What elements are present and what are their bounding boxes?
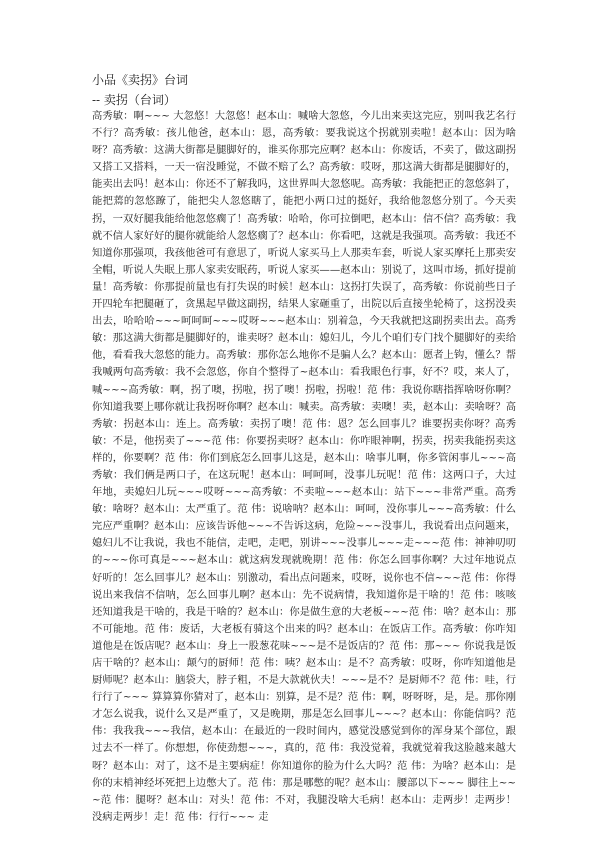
document-title: 小品《卖拐》台词 — [92, 73, 189, 87]
script-body-text: 高秀敏：啊~~~ 大忽悠！大忽悠！赵本山：喊啥大忽悠，今儿出来卖这完应，别叫我艺名行不行？高秀敏：孩儿他爸，赵本山：恩，高秀敏：要我说这个拐就别卖啦！赵本山：因为啥呀？高秀敏：这满大街都是腿脚好的，谁买你那完应啊？赵本山：你废话，不卖了，做这副拐又搭工又搭料，一天一宿没睡觉，不做不赔了么？高秀敏：哎呀，那这满大街都是腿脚好的，能卖出去吗！赵本山：你还不了解我吗，这世界叫大忽悠呢。高秀敏：我能把正的忽悠斜了，能把蔫的忽悠蹽了，能把尖人忽悠瞎了，能把小两口过的挺好，我给他忽悠分别了。今天卖拐，一双好腿我能给他忽悠瘸了！高秀敏：哈哈，你可拉倒吧，赵本山：信不信？高秀敏：我就不信人家好好的腿你就能给人忽悠瘸了？赵本山：你看吧，这就是我强项。高秀敏：我还不知道你那强项，我孩他爸可有意思了，听说人家买马上人那卖车套，听说人家买摩托上那卖安全帽，听说人失眠上那人家卖安眠药，听说人家买——赵本山：别说了，这叫市场，抓好提前量！高秀敏：你那提前量也有打失误的时候！赵本山：这拐打失误了，高秀敏：你说前些日子开四轮车把腿砸了，贪黑起早做这副拐，结果人家砸重了，出院以后直接坐轮椅了，这拐没卖出去，哈哈哈~~~呵呵呵~~~哎呀~~~赵本山：别着急，今天我就把这副拐卖出去。高秀敏：那这满大街都是腿脚好的，谁卖呀？赵本山：媳妇儿，今儿个咱们专门找个腿脚好的卖给他，看看我大忽悠的能力。高秀敏：那你怎么地你不是骗人么？赵本山：愿者上钩，懂么？帮我喊两句高秀敏：我不会忽悠，你自个整得了~赵本山：看我眼色行事，好不？哎，来人了，喊~~~高秀敏：啊，拐了噢，拐啦，拐了噢！拐啦，拐啦！范 伟：我说你瞎指挥啥呀你啊？你知道我要上哪你就让我拐呀你啊？赵本山：喊卖。高秀敏：卖噢！卖，赵本山：卖啥呀？高秀敏：拐赵本山：连上。高秀敏：卖拐了噢！范 伟：恩？怎么回事儿？谁要拐卖你呀？高秀敏：不是，他拐卖了~~~范 伟：你要拐卖呀？赵本山：你咋眼神啊，拐卖，拐卖我能拐卖这样的，你要啊？范 伟：你们到底怎么回事儿这是，赵本山：啥事儿啊，你多管闲事儿~~~高秀敏：我们俩是两口子，在这玩呢！赵本山：呵呵呵，没事儿玩呢！范 伟：这两口子，大过年地，卖媳妇儿玩~~~哎呀~~~高秀敏：不卖啦~~~赵本山：站下~~~非常严重。高秀敏：啥呀？赵本山：太严重了。范 伟：说啥呐？赵本山：呵呵，没你事儿~~~高秀敏：什么完应严重啊？赵本山：应该告诉他~~~不告诉这病，危险~~~没事儿，我说看出点问题来，媳妇儿不让我说，我也不能信，走吧，走吧，别讲~~~没事儿~~~走~~~范 伟：神神叨叨的~~~你可真是~~~赵本山：就这病发现就晚期！范 伟：你怎么回事你啊？大过年地说点好听的！怎么回事儿？赵本山：别激动，看出点问题来，哎呀，说你也不信~~~范 伟：你得说出来我信不信呐，怎么回事儿啊？赵本山：先不说病情，我知道你是干啥的！范 伟：咳咳还知道我是干啥的，我是干啥的？赵本山：你是做生意的大老板~~~范 伟：啥？赵本山：那不可能地。范 伟：废话，大老板有骑这个出来的吗？赵本山：在饭店工作。高秀敏：你咋知道他是在饭店呢？赵本山：身上一股葱花味~~~是不是饭店的？范 伟：那~~~ 你说我是饭店干啥的？赵本山：颠勺的厨师！范 伟：咦？赵本山：是不？高秀敏：哎呀，你咋知道他是厨师呢？赵本山：脑袋大，脖子粗，不是大款就伙夫！~~~是不？是厨师不？范 伟：哇，行行行了~~~ 算算算你猜对了，赵本山：别算，是不是？范 伟：啊，呀呀呀，是，是。那你刚才怎么说我，说什么又是严重了，又是晚期，那是怎么回事儿~~~？赵本山：你能信吗？范 伟：我我我~~~我信，赵本山：在最近的一段时间内，感觉没感觉到你的浑身某个部位，跟过去不一样了。你想想，你使劲想~~~，真的，范 伟：我没觉着，我就觉着我这脸越来越大呀？赵本山：对了，这不是主要病症！你知道你的脸为什么大吗？范 伟：为啥？赵本山：是你的末梢神经坏死把上边憋大了。范 伟：那是哪憋的呢？赵本山：腰部以下~~~ 脚往上~~~范 伟：腿呀？赵本山：对头！范 伟：不对，我腿没啥大毛病！赵本山：走两步！走两步！没病走两步！走！范 伟：行行~~~ 走 — [92, 110, 516, 823]
document-subtitle: -- 卖拐（台词） — [92, 93, 176, 107]
